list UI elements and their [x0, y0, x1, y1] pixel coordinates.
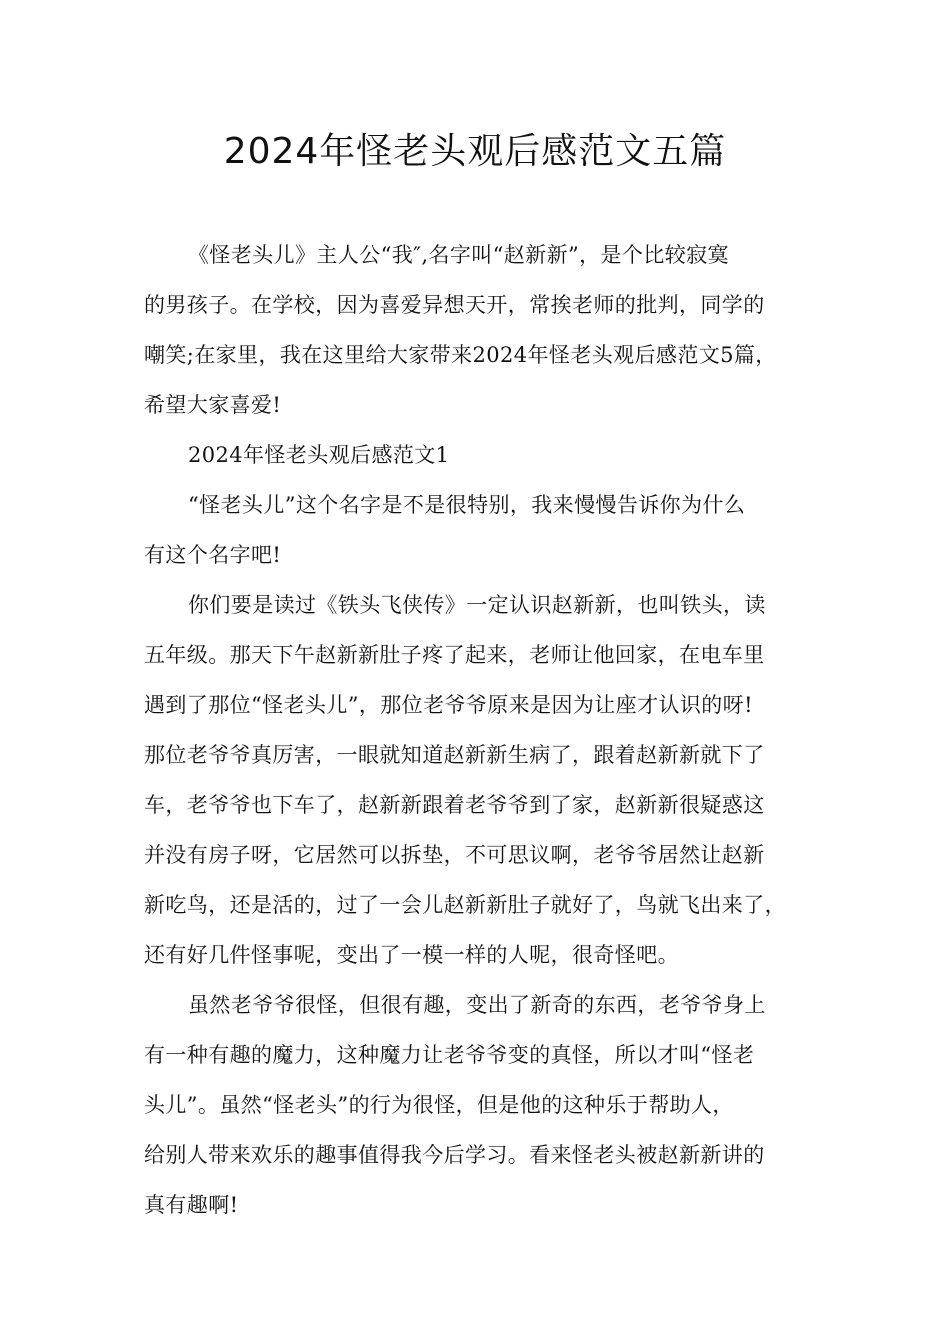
document-body — [144, 230, 824, 1230]
paragraph-line: 新吃鸟，还是活的，过了一会儿赵新新肚子就好了，鸟就飞出来了， — [144, 893, 786, 917]
paragraph-line: 有一种有趣的魔力，这种魔力让老爷爷变的真怪，所以才叫“怪老 — [144, 1043, 755, 1067]
paragraph-line: 那位老爷爷真厉害，一眼就知道赵新新生病了，跟着赵新新就下了 — [144, 743, 765, 767]
paragraph-line: 车，老爷爷也下车了，赵新新跟着老爷爷到了家，赵新新很疑惑这 — [144, 793, 765, 817]
paragraph-line: 你们要是读过《铁头飞侠传》一定认识赵新新，也叫铁头，读 — [188, 593, 766, 617]
section-heading: 2024年怪老头观后感范文1 — [188, 443, 450, 467]
paragraph-line: 真有趣啊! — [144, 1193, 239, 1217]
paragraph-line: 并没有房子呀，它居然可以拆垫，不可思议啊，老爷爷居然让赵新 — [144, 843, 765, 867]
paragraph-line: 有这个名字吧! — [144, 543, 282, 567]
paragraph-line: 还有好几件怪事呢，变出了一模一样的人呢，很奇怪吧。 — [144, 943, 679, 967]
paragraph-line: 给别人带来欢乐的趣事值得我今后学习。看来怪老头被赵新新讲的 — [144, 1143, 765, 1167]
paragraph-line: 《怪老头儿》主人公“我″,名字叫“赵新新”，是个比较寂寞 — [188, 243, 729, 267]
paragraph-line: 虽然老爷爷很怪，但很有趣，变出了新奇的东西，老爷爷身上 — [188, 993, 766, 1017]
paragraph-line: “怪老头儿”这个名字是不是很特别，我来慢慢告诉你为什么 — [188, 493, 746, 517]
paragraph-line: 头儿”。虽然“怪老头”的行为很怪，但是他的这种乐于帮助人， — [144, 1093, 734, 1117]
paragraph-line: 遇到了那位“怪老头儿”，那位老爷爷原来是因为让座才认识的呀! — [144, 693, 753, 717]
paragraph-line: 五年级。那天下午赵新新肚子疼了起来，老师让他回家，在电车里 — [144, 643, 765, 667]
paragraph-line: 嘲笑;在家里，我在这里给大家带来2024年怪老头观后感范文5篇， — [144, 343, 777, 367]
paragraph-line: 的男孩子。在学校，因为喜爱异想天开，常挨老师的批判，同学的 — [144, 293, 765, 317]
paragraph-line: 希望大家喜爱! — [144, 393, 282, 417]
document-title: 2024年怪老头观后感范文五篇 — [223, 131, 727, 172]
